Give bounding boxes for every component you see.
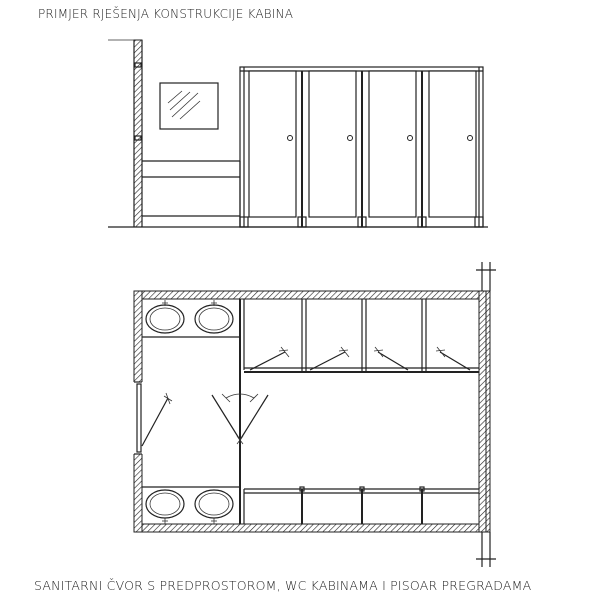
cabin-door-1 — [249, 71, 296, 217]
plan-wall-bottom — [134, 524, 487, 532]
door-handle-icon — [348, 136, 353, 141]
door-handle-icon — [468, 136, 473, 141]
cabin-door-2 — [309, 71, 356, 217]
floor-plan — [133, 262, 496, 567]
cabin-door-3 — [369, 71, 416, 217]
washbasin-top-2 — [195, 300, 233, 333]
wc-cabin-row — [244, 299, 479, 372]
washbasin-top-1 — [146, 300, 184, 333]
elevation-left-wall — [134, 40, 142, 227]
door-handle-icon — [288, 136, 293, 141]
wc-door-2 — [310, 347, 349, 370]
wc-door-3 — [374, 347, 408, 370]
wc-door-1 — [250, 347, 289, 370]
door-handle-icon — [408, 136, 413, 141]
urinal-partition-row — [244, 487, 479, 524]
plan-wall-top — [134, 291, 487, 299]
bench — [142, 161, 240, 227]
cabin-door-4 — [429, 71, 476, 217]
washbasin-bottom-1 — [146, 490, 184, 524]
mirror — [160, 83, 218, 129]
washbasin-bottom-2 — [195, 490, 233, 524]
plan-caption: SANITARNI ČVOR S PREDPROSTOROM, WC KABINAMA I PISOAR PREGRADAMA — [34, 578, 532, 593]
elevation-title: PRIMJER RJEŠENJA KONSTRUKCIJE KABINA — [38, 7, 294, 21]
elevation-view — [108, 40, 488, 227]
wc-door-4 — [436, 347, 470, 370]
entrance-door — [133, 382, 172, 454]
